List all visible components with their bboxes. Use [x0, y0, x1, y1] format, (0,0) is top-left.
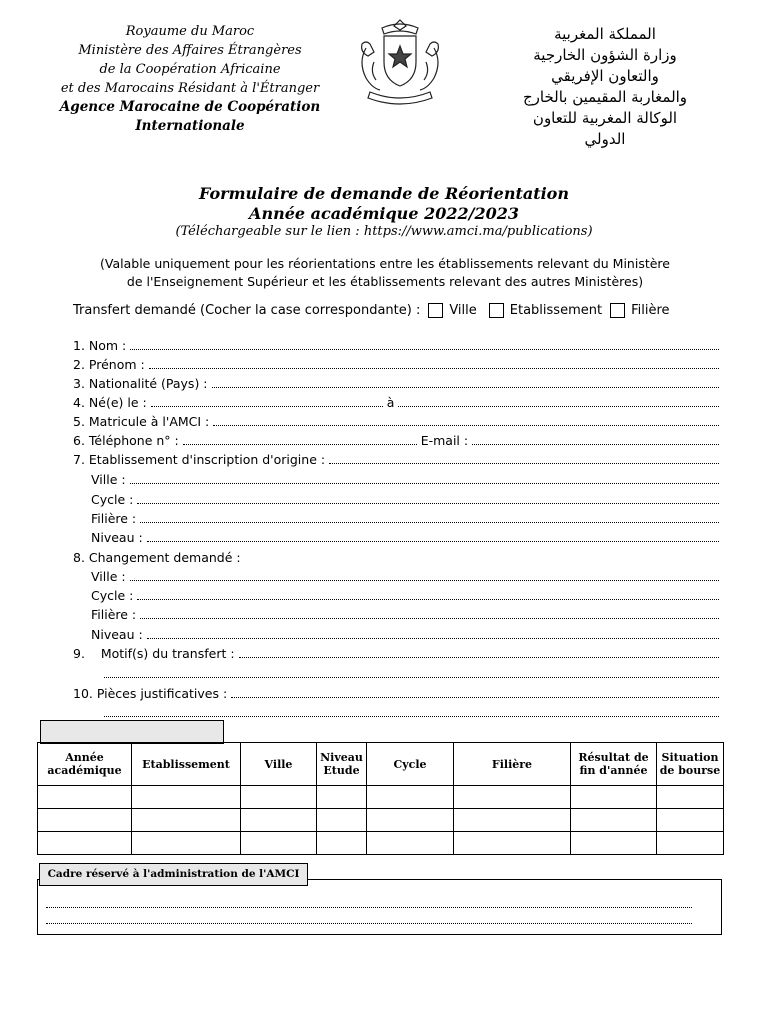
checkbox-ville[interactable] — [428, 303, 443, 318]
header-french — [40, 22, 340, 136]
header-ar-line: الوكالة المغربية للتعاون — [532, 109, 678, 127]
label-changement: 8. Changement demandé : — [73, 550, 241, 565]
input-line[interactable] — [472, 443, 719, 445]
header-ar-line: والمغاربة المقيمين بالخارج — [522, 88, 688, 106]
col-resultat: Résultat de fin d'année — [571, 743, 657, 786]
input-line[interactable] — [140, 617, 719, 619]
header-arabic — [470, 24, 740, 150]
table-cell[interactable] — [241, 809, 317, 832]
table-cell[interactable] — [571, 786, 657, 809]
table-cell[interactable] — [241, 832, 317, 855]
table-cell[interactable] — [454, 809, 571, 832]
table-cell[interactable] — [571, 809, 657, 832]
input-line[interactable] — [231, 696, 719, 698]
table-cell[interactable] — [367, 832, 454, 855]
field-origine-cycle[interactable] — [91, 488, 723, 507]
table-cell[interactable] — [317, 786, 367, 809]
col-cycle: Cycle — [367, 743, 454, 786]
field-origine-niveau[interactable] — [91, 526, 723, 545]
field-change-ville[interactable] — [91, 565, 723, 584]
field-change-filiere[interactable] — [91, 603, 723, 622]
table-row — [38, 786, 724, 809]
header-fr-line: de la Coopération Africaine — [99, 62, 281, 77]
table-section-tab — [40, 720, 224, 744]
field-changement — [73, 546, 723, 565]
form-title: Formulaire de demande de Réorientation — [199, 184, 569, 203]
header-fr-line: Ministère des Affaires Étrangères — [78, 43, 302, 58]
input-line[interactable] — [130, 348, 719, 350]
table-cell[interactable] — [132, 786, 241, 809]
field-naissance[interactable] — [73, 391, 723, 410]
transfer-label: Transfert demandé (Cocher la case correspondante) : — [73, 302, 421, 318]
input-line[interactable] — [149, 367, 719, 369]
label-etab-origine: 7. Etablissement d'inscription d'origine : — [73, 452, 326, 467]
field-pieces[interactable] — [73, 682, 723, 701]
note-line: (Valable uniquement pour les réorientations entre les établissements relevant du Ministère — [100, 256, 670, 271]
input-line[interactable] — [104, 715, 719, 717]
table-cell[interactable] — [317, 809, 367, 832]
label-ville: Ville : — [91, 569, 126, 584]
table-cell[interactable] — [241, 786, 317, 809]
table-cell[interactable] — [454, 832, 571, 855]
checkbox-etablissement[interactable] — [489, 303, 504, 318]
label-cycle: Cycle : — [91, 492, 134, 507]
checkbox-filiere[interactable] — [610, 303, 625, 318]
label-niveau: Niveau : — [91, 530, 143, 545]
field-change-cycle[interactable] — [91, 584, 723, 603]
field-nationalite[interactable] — [73, 372, 723, 391]
validity-note — [40, 255, 730, 291]
table-cell[interactable] — [657, 809, 724, 832]
field-nom[interactable] — [73, 334, 723, 353]
admin-input-line[interactable] — [46, 906, 692, 908]
input-line[interactable] — [398, 405, 719, 407]
label-motif: 9. Motif(s) du transfert : — [73, 646, 235, 661]
option-filiere: Filière — [631, 302, 670, 318]
table-cell[interactable] — [38, 809, 132, 832]
input-line[interactable] — [130, 579, 719, 581]
table-cell[interactable] — [132, 832, 241, 855]
label-filiere: Filière : — [91, 511, 137, 526]
input-line[interactable] — [183, 443, 417, 445]
note-line: de l'Enseignement Supérieur et les établissements relevant des autres Ministères) — [126, 274, 644, 289]
label-filiere: Filière : — [91, 607, 137, 622]
curriculum-table — [37, 742, 724, 855]
col-bourse: Situation de bourse — [657, 743, 724, 786]
table-cell[interactable] — [38, 786, 132, 809]
header-ar-line: والتعاون الإفريقي — [551, 67, 659, 85]
table-cell[interactable] — [454, 786, 571, 809]
label-matricule: 5. Matricule à l'AMCI : — [73, 414, 210, 429]
table-cell[interactable] — [367, 786, 454, 809]
field-matricule[interactable] — [73, 410, 723, 429]
input-line[interactable] — [130, 482, 719, 484]
table-row — [38, 832, 724, 855]
col-etablissement: Etablissement — [132, 743, 241, 786]
input-line[interactable] — [147, 540, 719, 542]
field-pieces-continued[interactable] — [100, 701, 723, 720]
table-row — [38, 809, 724, 832]
field-change-niveau[interactable] — [91, 623, 723, 642]
label-cycle: Cycle : — [91, 588, 134, 603]
table-cell[interactable] — [367, 809, 454, 832]
table-cell[interactable] — [657, 786, 724, 809]
table-cell[interactable] — [132, 809, 241, 832]
table-cell[interactable] — [571, 832, 657, 855]
label-pieces: 10. Pièces justificatives : — [73, 686, 228, 701]
input-line[interactable] — [329, 462, 719, 464]
label-niveau: Niveau : — [91, 627, 143, 642]
table-cell[interactable] — [657, 832, 724, 855]
label-telephone: 6. Téléphone n° : — [73, 433, 179, 448]
transfer-choice — [73, 300, 670, 320]
label-ne-le: 4. Né(e) le : — [73, 395, 147, 410]
download-link[interactable]: (Téléchargeable sur le lien : https://www.amci.ma/publications) — [175, 224, 593, 239]
option-ville: Ville — [449, 302, 477, 318]
header-fr-line: Internationale — [135, 118, 245, 134]
table-header-row — [38, 743, 724, 786]
input-line[interactable] — [151, 405, 383, 407]
col-niveau: Niveau Etude — [317, 743, 367, 786]
option-etablissement: Etablissement — [509, 302, 603, 318]
admin-input-line[interactable] — [46, 922, 692, 924]
col-annee: Année académique — [38, 743, 132, 786]
label-nationalite: 3. Nationalité (Pays) : — [73, 376, 208, 391]
field-motif[interactable] — [73, 642, 723, 661]
col-filiere: Filière — [454, 743, 571, 786]
input-line[interactable] — [147, 637, 719, 639]
header-ar-line: الدولي — [584, 130, 626, 148]
label-a: à — [386, 395, 395, 410]
field-motif-continued[interactable] — [100, 662, 723, 681]
header-fr-line: et des Marocains Résidant à l'Étranger — [60, 81, 320, 96]
field-prenom[interactable] — [73, 353, 723, 372]
input-line[interactable] — [213, 424, 719, 426]
field-origine-ville[interactable] — [91, 468, 723, 487]
admin-section-label: Cadre réservé à l'administration de l'AMCI — [39, 863, 308, 886]
input-line[interactable] — [104, 676, 719, 678]
header-fr-line: Royaume du Maroc — [125, 24, 255, 39]
input-line[interactable] — [140, 521, 719, 523]
label-email: E-mail : — [420, 433, 469, 448]
col-ville: Ville — [241, 743, 317, 786]
label-nom: 1. Nom : — [73, 338, 127, 353]
header-ar-line: المملكة المغربية — [554, 25, 656, 43]
label-prenom: 2. Prénom : — [73, 357, 145, 372]
field-origine-filiere[interactable] — [91, 507, 723, 526]
table-cell[interactable] — [38, 832, 132, 855]
input-line[interactable] — [212, 386, 719, 388]
field-telephone[interactable] — [73, 429, 723, 448]
input-line[interactable] — [137, 502, 719, 504]
input-line[interactable] — [239, 656, 719, 658]
input-line[interactable] — [137, 598, 719, 600]
coat-of-arms-emblem-icon — [344, 14, 456, 106]
table-cell[interactable] — [317, 832, 367, 855]
label-ville: Ville : — [91, 472, 126, 487]
header-ar-line: وزارة الشؤون الخارجية — [533, 46, 677, 64]
header-fr-line: Agence Marocaine de Coopération — [59, 99, 321, 115]
field-etab-origine[interactable] — [73, 448, 723, 467]
academic-year: Année académique 2022/2023 — [249, 204, 519, 223]
